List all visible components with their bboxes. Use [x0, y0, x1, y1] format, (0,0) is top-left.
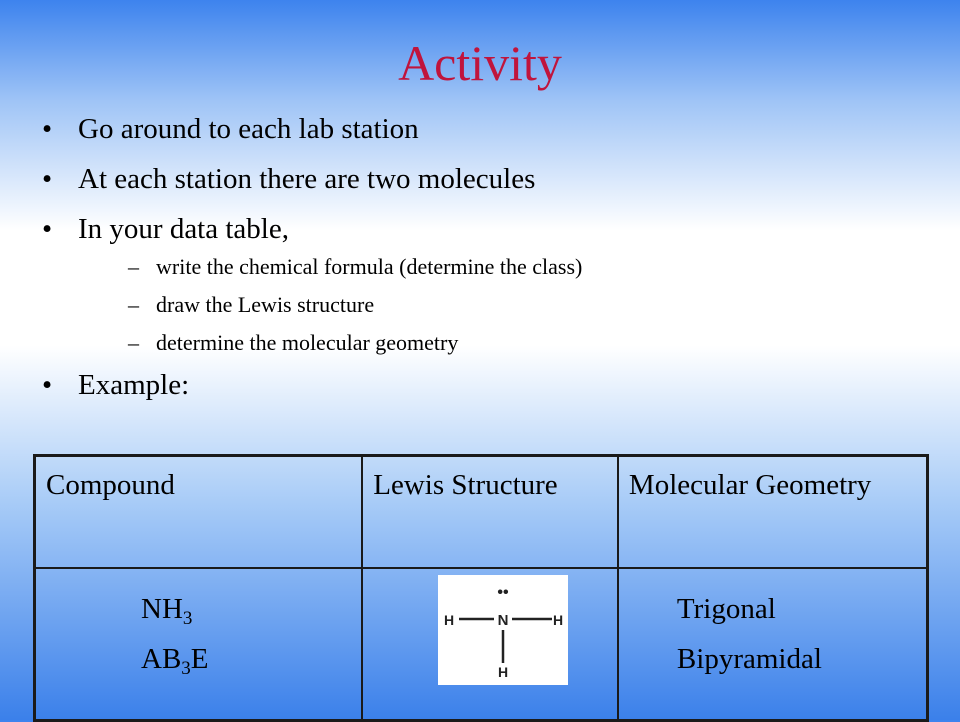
- bullet-list: [40, 112, 582, 418]
- atom-right: H: [553, 612, 564, 628]
- formula-base: NH: [141, 593, 183, 625]
- slide-title: Activity: [398, 35, 562, 91]
- geometry-line-2: Bipyramidal: [676, 643, 822, 675]
- bullet-text: In your data table,: [78, 213, 289, 245]
- header-lewis-structure: Lewis Structure: [362, 456, 618, 569]
- cell-molecular-geometry: [618, 568, 928, 721]
- bullet-item: [40, 162, 582, 196]
- lewis-structure-image: [438, 575, 568, 685]
- sub-bullet-text: draw the Lewis structure: [156, 292, 375, 317]
- lone-pair: ••: [497, 584, 509, 601]
- cell-compound: [35, 568, 363, 721]
- header-compound: Compound: [35, 456, 363, 569]
- dash-marker: –: [128, 292, 139, 317]
- vsepr-class: [141, 641, 361, 677]
- table-header-row: [35, 456, 928, 569]
- bullet-text: At each station there are two molecules: [78, 163, 536, 195]
- dash-marker: –: [128, 254, 139, 279]
- atom-central: N: [497, 612, 509, 629]
- table-row: [35, 568, 928, 721]
- atom-left: H: [444, 612, 455, 628]
- sub-bullet-text: write the chemical formula (determine the class): [156, 254, 583, 279]
- lewis-diagram: [438, 575, 568, 685]
- sub-bullet-item: [78, 254, 582, 280]
- atom-bottom: H: [498, 664, 509, 680]
- sub-bullet-text: determine the molecular geometry: [156, 330, 459, 355]
- bullet-item: [40, 112, 582, 146]
- class-subscript: 3: [181, 658, 191, 679]
- bullet-marker: •: [42, 213, 53, 245]
- chemical-formula: [141, 591, 361, 627]
- class-tail: E: [190, 643, 209, 675]
- sub-bullet-list: [78, 254, 582, 356]
- formula-subscript: 3: [182, 608, 193, 629]
- header-molecular-geometry: Molecular Geometry: [618, 456, 928, 569]
- bullet-marker: •: [42, 163, 53, 195]
- bullet-item: [40, 368, 582, 402]
- sub-bullet-item: [78, 330, 582, 356]
- bullet-marker: •: [42, 369, 53, 401]
- bullet-text: Go around to each lab station: [78, 113, 419, 145]
- example-table: [33, 454, 929, 722]
- dash-marker: –: [128, 330, 139, 355]
- bullet-item: [40, 212, 582, 356]
- bullet-text: Example:: [78, 369, 190, 401]
- cell-lewis-structure: [362, 568, 618, 721]
- bullet-marker: •: [42, 113, 53, 145]
- class-base: AB: [141, 643, 182, 675]
- sub-bullet-item: [78, 292, 582, 318]
- geometry-line-1: Trigonal: [676, 593, 776, 625]
